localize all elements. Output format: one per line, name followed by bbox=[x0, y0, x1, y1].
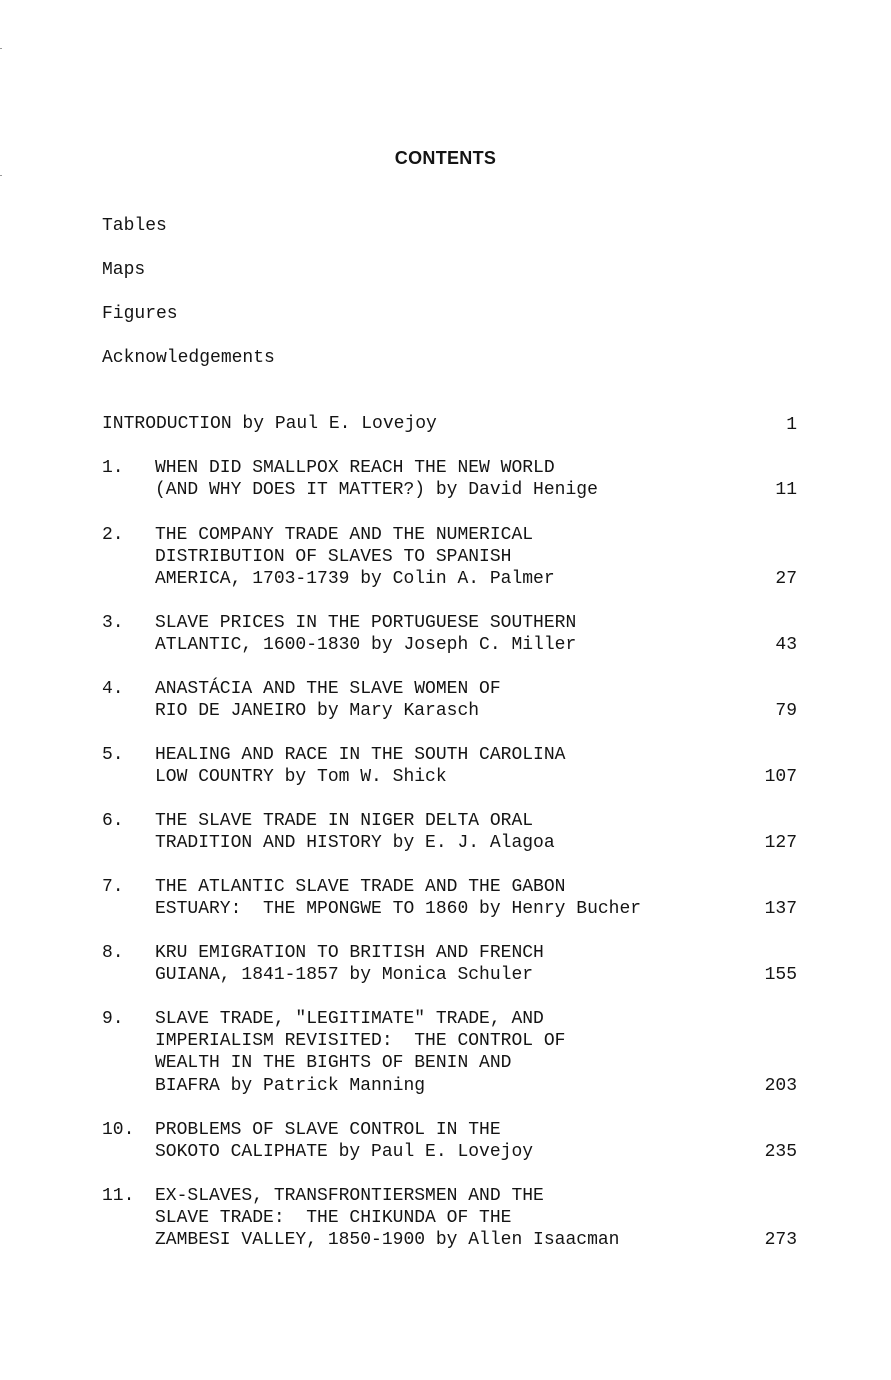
chapter-page: 27 bbox=[775, 569, 797, 590]
chapter-page: 107 bbox=[764, 767, 797, 788]
chapter-page: 79 bbox=[775, 701, 797, 722]
chapter-title-line: ESTUARY: THE MPONGWE TO 1860 by Henry Bucher bbox=[155, 899, 642, 920]
chapter-number: 5. bbox=[102, 745, 124, 765]
chapter-title bbox=[155, 678, 501, 722]
chapter-number: 9. bbox=[102, 1009, 124, 1029]
chapter-number: 11. bbox=[102, 1186, 135, 1206]
chapter-title-line: THE ATLANTIC SLAVE TRADE AND THE GABON bbox=[155, 877, 566, 897]
chapter-title bbox=[155, 876, 641, 920]
chapter-title-line: SLAVE PRICES IN THE PORTUGUESE SOUTHERN bbox=[155, 613, 577, 633]
chapter-title bbox=[155, 524, 555, 591]
chapter-number: 10. bbox=[102, 1120, 135, 1140]
chapter-title-line: THE SLAVE TRADE IN NIGER DELTA ORAL bbox=[155, 811, 534, 831]
chapter-title-line: TRADITION AND HISTORY by E. J. Alagoa bbox=[155, 833, 555, 854]
chapter-title bbox=[155, 612, 576, 656]
chapter-title-line: (AND WHY DOES IT MATTER?) by David Henige bbox=[155, 480, 598, 501]
chapter-page: 11 bbox=[775, 480, 797, 501]
chapter-title bbox=[155, 1008, 565, 1097]
front-matter-figures: Figures bbox=[102, 304, 178, 324]
introduction-page: 1 bbox=[786, 415, 797, 435]
front-matter-maps: Maps bbox=[102, 260, 146, 280]
chapter-page: 137 bbox=[764, 899, 797, 920]
chapter-title bbox=[155, 1119, 533, 1163]
chapter-number: 7. bbox=[102, 877, 124, 897]
chapter-title bbox=[155, 1185, 619, 1252]
chapter-title-line: ANASTÁCIA AND THE SLAVE WOMEN OF bbox=[155, 679, 501, 699]
chapter-number: 4. bbox=[102, 679, 124, 699]
chapter-number: 2. bbox=[102, 525, 124, 545]
chapter-title-line: EX-SLAVES, TRANSFRONTIERSMEN AND THE bbox=[155, 1186, 544, 1206]
front-matter-tables: Tables bbox=[102, 216, 167, 236]
chapter-title-line: ZAMBESI VALLEY, 1850-1900 by Allen Isaacman bbox=[155, 1230, 620, 1251]
chapter-title-line: PROBLEMS OF SLAVE CONTROL IN THE bbox=[155, 1120, 501, 1140]
chapter-title-line: IMPERIALISM REVISITED: THE CONTROL OF bbox=[155, 1031, 566, 1052]
chapter-title-line: GUIANA, 1841-1857 by Monica Schuler bbox=[155, 965, 534, 986]
chapter-title-line: ATLANTIC, 1600-1830 by Joseph C. Miller bbox=[155, 635, 577, 656]
chapter-title bbox=[155, 942, 544, 986]
chapter-number: 8. bbox=[102, 943, 124, 963]
chapter-title-line: SLAVE TRADE: THE CHIKUNDA OF THE bbox=[155, 1208, 512, 1229]
chapter-title-line: SLAVE TRADE, "LEGITIMATE" TRADE, AND bbox=[155, 1009, 544, 1029]
chapter-number: 3. bbox=[102, 613, 124, 633]
chapter-page: 127 bbox=[764, 833, 797, 854]
chapter-title-line: SOKOTO CALIPHATE by Paul E. Lovejoy bbox=[155, 1142, 534, 1163]
chapter-title-line: WHEN DID SMALLPOX REACH THE NEW WORLD bbox=[155, 458, 555, 478]
chapter-number: 6. bbox=[102, 811, 124, 831]
chapter-title-line: BIAFRA by Patrick Manning bbox=[155, 1075, 426, 1096]
chapter-title-line: RIO DE JANEIRO by Mary Karasch bbox=[155, 701, 480, 722]
chapter-page: 273 bbox=[764, 1230, 797, 1251]
chapter-title-line: LOW COUNTRY by Tom W. Shick bbox=[155, 767, 447, 788]
chapter-page: 43 bbox=[775, 635, 797, 656]
chapter-title-line: THE COMPANY TRADE AND THE NUMERICAL bbox=[155, 525, 534, 545]
page-title: CONTENTS bbox=[394, 148, 497, 168]
chapter-title-line: WEALTH IN THE BIGHTS OF BENIN AND bbox=[155, 1053, 512, 1074]
chapter-page: 235 bbox=[764, 1142, 797, 1163]
scan-mark bbox=[0, 175, 2, 176]
chapter-title bbox=[155, 744, 565, 788]
chapter-title bbox=[155, 457, 598, 501]
chapter-title-line: KRU EMIGRATION TO BRITISH AND FRENCH bbox=[155, 943, 544, 963]
chapter-title-line: AMERICA, 1703-1739 by Colin A. Palmer bbox=[155, 569, 555, 590]
chapter-page: 155 bbox=[764, 965, 797, 986]
chapter-page: 203 bbox=[764, 1075, 797, 1096]
chapter-title-line: HEALING AND RACE IN THE SOUTH CAROLINA bbox=[155, 745, 566, 765]
front-matter-acknowledgements: Acknowledgements bbox=[102, 348, 275, 368]
chapter-title-line: DISTRIBUTION OF SLAVES TO SPANISH bbox=[155, 547, 512, 568]
introduction-title: INTRODUCTION by Paul E. Lovejoy bbox=[102, 414, 437, 434]
chapter-number: 1. bbox=[102, 458, 124, 478]
chapter-title bbox=[155, 810, 555, 854]
scan-mark bbox=[0, 48, 2, 49]
